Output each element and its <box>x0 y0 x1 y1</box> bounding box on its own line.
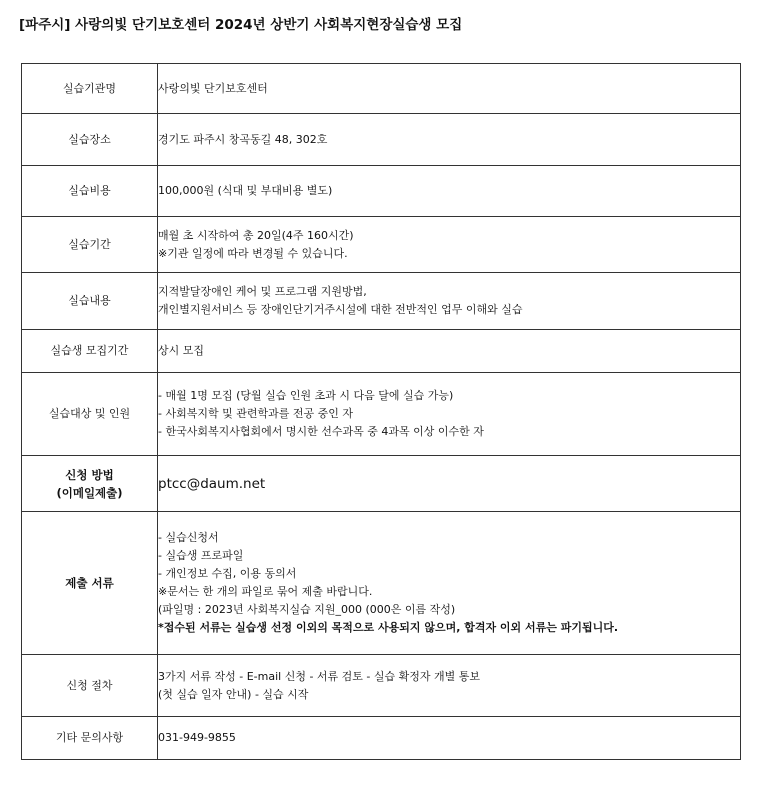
label-line: (이메일제출) <box>56 485 123 500</box>
value-line: 개인별지원서비스 등 장애인단기거주시설에 대한 전반적인 업무 이해와 실습 <box>158 303 523 316</box>
row-label: 실습장소 <box>22 114 158 166</box>
value-line: - 실습생 프로파일 <box>158 549 244 562</box>
value-line: 3가지 서류 작성 - E-mail 신청 - 서류 검토 - 실습 확정자 개별 통보 <box>158 669 480 683</box>
value-line: 경기도 파주시 창곡동길 48, 302호 <box>158 132 328 146</box>
value-line: - 매월 1명 모집 (당월 실습 인원 초과 시 다음 달에 실습 가능) <box>158 389 454 402</box>
table-row-cost <box>22 166 741 217</box>
table-row-content <box>22 273 741 330</box>
table-row-institution <box>22 64 741 114</box>
row-label: 제출 서류 <box>22 512 158 655</box>
email-address[interactable]: ptcc@daum.net <box>158 475 266 492</box>
value-line: ※문서는 한 개의 파일로 묶어 제출 바랍니다. <box>158 585 373 598</box>
value-line: - 개인정보 수집, 이용 동의서 <box>158 567 297 580</box>
row-value <box>158 114 741 166</box>
table-row-location <box>22 114 741 166</box>
value-line: 100,000원 (식대 및 부대비용 별도) <box>158 184 333 197</box>
table-row-procedure <box>22 655 741 717</box>
row-value <box>158 217 741 273</box>
page-title: [파주시] 사랑의빛 단기보호센터 2024년 상반기 사회복지현장실습생 모집 <box>19 17 463 33</box>
recruitment-info-table <box>21 63 741 760</box>
table-row-contact <box>22 717 741 760</box>
phone-number: 031-949-9855 <box>158 731 236 744</box>
row-value <box>158 717 741 760</box>
table-row-period <box>22 217 741 273</box>
row-label <box>22 456 158 512</box>
row-label: 실습비용 <box>22 166 158 217</box>
row-label: 실습기관명 <box>22 64 158 114</box>
value-line: - 실습신청서 <box>158 531 219 544</box>
row-label: 기타 문의사항 <box>22 717 158 760</box>
row-value <box>158 330 741 373</box>
value-line: 사랑의빛 단기보호센터 <box>158 81 268 95</box>
label-line: 신청 방법 <box>65 467 114 482</box>
row-label: 실습기간 <box>22 217 158 273</box>
value-line: *접수된 서류는 실습생 선정 이외의 목적으로 사용되지 않으며, 합격자 이외 서류는 파기됩니다. <box>158 621 619 634</box>
row-value <box>158 456 741 512</box>
value-line: 상시 모집 <box>158 344 205 357</box>
value-line: (파일명 : 2023년 사회복지실습 지원_000 (000은 이름 작성) <box>158 603 456 616</box>
table-row-application-method <box>22 456 741 512</box>
table-row-recruit-period <box>22 330 741 373</box>
row-label: 실습대상 및 인원 <box>22 373 158 456</box>
row-label: 실습내용 <box>22 273 158 330</box>
value-line: (첫 실습 일자 안내) - 실습 시작 <box>158 687 309 701</box>
row-label: 신청 절차 <box>22 655 158 717</box>
row-value <box>158 512 741 655</box>
value-line: 지적발달장애인 케어 및 프로그램 지원방법, <box>158 285 367 298</box>
table-row-documents <box>22 512 741 655</box>
row-value <box>158 273 741 330</box>
table-row-target <box>22 373 741 456</box>
value-line: - 한국사회복지사협회에서 명시한 선수과목 중 4과목 이상 이수한 자 <box>158 425 484 438</box>
row-value <box>158 166 741 217</box>
row-value <box>158 373 741 456</box>
row-value <box>158 64 741 114</box>
value-line: 매월 초 시작하여 총 20일(4주 160시간) <box>158 228 354 242</box>
row-value <box>158 655 741 717</box>
value-line: ※기관 일정에 따라 변경될 수 있습니다. <box>158 246 348 260</box>
value-line: - 사회복지학 및 관련학과를 전공 중인 자 <box>158 407 353 420</box>
row-label: 실습생 모집기간 <box>22 330 158 373</box>
